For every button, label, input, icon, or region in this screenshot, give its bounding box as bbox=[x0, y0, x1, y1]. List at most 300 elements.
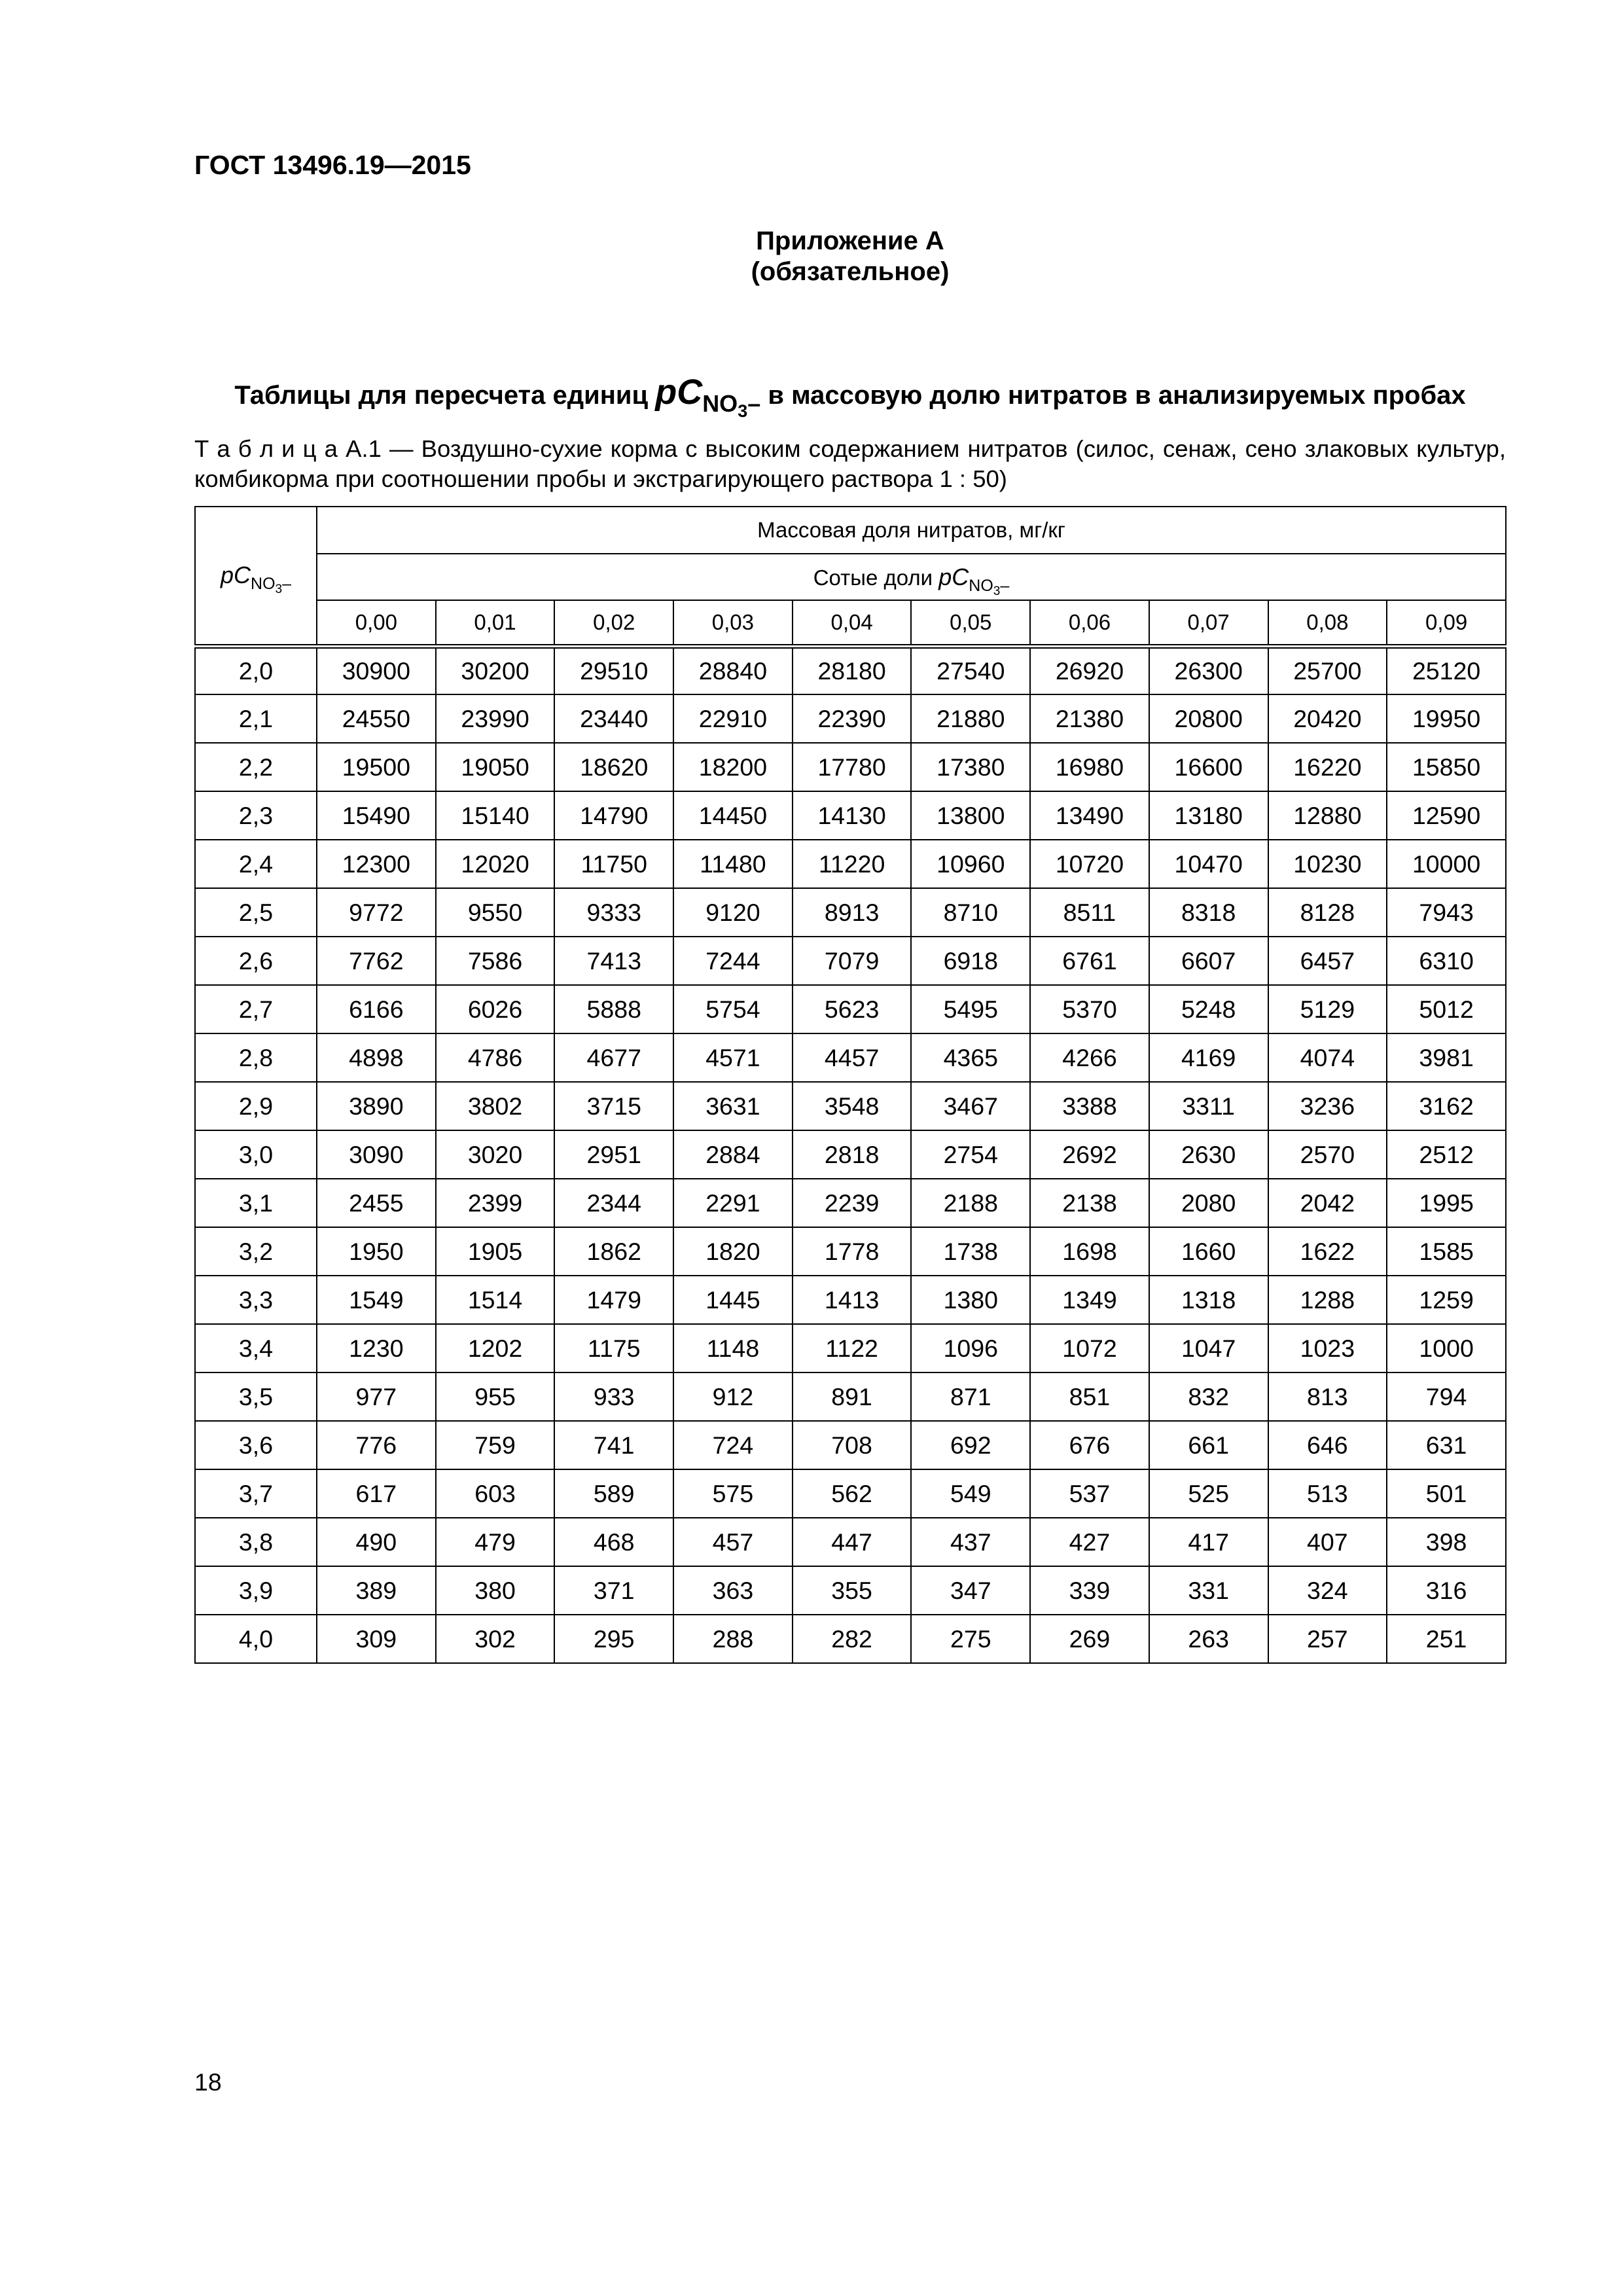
table-row bbox=[195, 1324, 1506, 1372]
pc-letters: pC bbox=[938, 563, 969, 590]
table-cell: 2399 bbox=[436, 1179, 555, 1227]
table-cell: 2080 bbox=[1149, 1179, 1268, 1227]
table-cell: 14450 bbox=[673, 791, 793, 840]
no-letters: NO bbox=[969, 576, 993, 595]
table-cell: 871 bbox=[911, 1372, 1030, 1421]
table-body bbox=[195, 646, 1506, 1663]
table-cell: 501 bbox=[1387, 1469, 1506, 1518]
table-cell: 27540 bbox=[911, 646, 1030, 694]
table-cell: 347 bbox=[911, 1566, 1030, 1615]
table-row bbox=[195, 1421, 1506, 1469]
table-cell: 371 bbox=[554, 1566, 673, 1615]
table-row bbox=[195, 985, 1506, 1033]
table-cell: 7586 bbox=[436, 937, 555, 985]
table-cell: 977 bbox=[317, 1372, 436, 1421]
table-cell: 10470 bbox=[1149, 840, 1268, 888]
table-cell: 933 bbox=[554, 1372, 673, 1421]
pc-letters: pC bbox=[220, 562, 251, 589]
table-cell: 1288 bbox=[1268, 1276, 1387, 1324]
table-cell: 3388 bbox=[1030, 1082, 1149, 1130]
table-cell: 603 bbox=[436, 1469, 555, 1518]
table-cell: 1349 bbox=[1030, 1276, 1149, 1324]
table-cell: 282 bbox=[793, 1615, 912, 1663]
table-cell: 1738 bbox=[911, 1227, 1030, 1276]
table-caption-text: — Воздушно-сухие корма с высоким содержанием нитратов (силос, сенаж, сено злаковых культур, комбикорма при соотношении пробы и экстрагирующего раствора 1 : 50) bbox=[194, 435, 1506, 492]
row-label: 2,7 bbox=[195, 985, 317, 1033]
table-cell: 16220 bbox=[1268, 743, 1387, 791]
table-cell: 339 bbox=[1030, 1566, 1149, 1615]
table-cell: 407 bbox=[1268, 1518, 1387, 1566]
table-cell: 2138 bbox=[1030, 1179, 1149, 1227]
table-cell: 4266 bbox=[1030, 1033, 1149, 1082]
subscript-index: 3 bbox=[738, 401, 748, 421]
appendix-heading bbox=[194, 226, 1506, 287]
table-cell: 251 bbox=[1387, 1615, 1506, 1663]
table-cell: 589 bbox=[554, 1469, 673, 1518]
table-cell: 468 bbox=[554, 1518, 673, 1566]
table-cell: 7244 bbox=[673, 937, 793, 985]
row-label: 3,3 bbox=[195, 1276, 317, 1324]
table-cell: 2291 bbox=[673, 1179, 793, 1227]
column-header: 0,00 bbox=[317, 600, 436, 646]
table-cell: 16600 bbox=[1149, 743, 1268, 791]
header-row-hundredths bbox=[195, 554, 1506, 600]
column-header: 0,05 bbox=[911, 600, 1030, 646]
table-cell: 1905 bbox=[436, 1227, 555, 1276]
table-cell: 575 bbox=[673, 1469, 793, 1518]
table-cell: 10960 bbox=[911, 840, 1030, 888]
table-cell: 9333 bbox=[554, 888, 673, 937]
table-cell: 1202 bbox=[436, 1324, 555, 1372]
table-cell: 1259 bbox=[1387, 1276, 1506, 1324]
table-cell: 28840 bbox=[673, 646, 793, 694]
table-cell: 5888 bbox=[554, 985, 673, 1033]
row-label: 3,5 bbox=[195, 1372, 317, 1421]
table-cell: 288 bbox=[673, 1615, 793, 1663]
table-cell: 4677 bbox=[554, 1033, 673, 1082]
table-cell: 537 bbox=[1030, 1469, 1149, 1518]
table-cell: 18200 bbox=[673, 743, 793, 791]
table-cell: 490 bbox=[317, 1518, 436, 1566]
table-cell: 631 bbox=[1387, 1421, 1506, 1469]
table-cell: 9120 bbox=[673, 888, 793, 937]
table-cell: 21880 bbox=[911, 694, 1030, 743]
pc-letters: pC bbox=[655, 372, 703, 412]
table-cell: 5012 bbox=[1387, 985, 1506, 1033]
table-cell: 8913 bbox=[793, 888, 912, 937]
table-cell: 1585 bbox=[1387, 1227, 1506, 1276]
table-row bbox=[195, 1566, 1506, 1615]
column-header-row bbox=[195, 600, 1506, 646]
no3-subscript bbox=[251, 575, 291, 597]
table-cell: 3090 bbox=[317, 1130, 436, 1179]
table-cell: 813 bbox=[1268, 1372, 1387, 1421]
table-cell: 7943 bbox=[1387, 888, 1506, 937]
table-cell: 2754 bbox=[911, 1130, 1030, 1179]
row-label: 2,5 bbox=[195, 888, 317, 937]
pc-no3-symbol bbox=[938, 563, 1010, 598]
table-cell: 4169 bbox=[1149, 1033, 1268, 1082]
table-cell: 3020 bbox=[436, 1130, 555, 1179]
table-cell: 661 bbox=[1149, 1421, 1268, 1469]
table-cell: 794 bbox=[1387, 1372, 1506, 1421]
table-cell: 257 bbox=[1268, 1615, 1387, 1663]
table-cell: 2188 bbox=[911, 1179, 1030, 1227]
no-letters: NO bbox=[702, 390, 738, 417]
table-cell: 2344 bbox=[554, 1179, 673, 1227]
table-row bbox=[195, 791, 1506, 840]
table-cell: 6761 bbox=[1030, 937, 1149, 985]
table-cell: 437 bbox=[911, 1518, 1030, 1566]
table-cell: 759 bbox=[436, 1421, 555, 1469]
hundredths-label: Сотые доли bbox=[813, 565, 933, 590]
table-row bbox=[195, 1179, 1506, 1227]
table-cell: 12880 bbox=[1268, 791, 1387, 840]
column-header: 0,08 bbox=[1268, 600, 1387, 646]
table-cell: 1023 bbox=[1268, 1324, 1387, 1372]
table-cell: 1000 bbox=[1387, 1324, 1506, 1372]
no3-subscript bbox=[702, 390, 761, 421]
table-cell: 12590 bbox=[1387, 791, 1506, 840]
table-cell: 2042 bbox=[1268, 1179, 1387, 1227]
table-cell: 25700 bbox=[1268, 646, 1387, 694]
row-label: 3,1 bbox=[195, 1179, 317, 1227]
table-cell: 302 bbox=[436, 1615, 555, 1663]
pc-no3-symbol bbox=[220, 562, 291, 597]
table-cell: 8710 bbox=[911, 888, 1030, 937]
table-cell: 525 bbox=[1149, 1469, 1268, 1518]
table-cell: 1862 bbox=[554, 1227, 673, 1276]
table-cell: 4074 bbox=[1268, 1033, 1387, 1082]
table-cell: 3890 bbox=[317, 1082, 436, 1130]
table-cell: 1514 bbox=[436, 1276, 555, 1324]
table-cell: 11480 bbox=[673, 840, 793, 888]
table-row bbox=[195, 743, 1506, 791]
table-cell: 1380 bbox=[911, 1276, 1030, 1324]
table-cell: 851 bbox=[1030, 1372, 1149, 1421]
subscript-index: 3 bbox=[993, 584, 1001, 598]
row-label: 3,0 bbox=[195, 1130, 317, 1179]
table-cell: 15490 bbox=[317, 791, 436, 840]
table-cell: 776 bbox=[317, 1421, 436, 1469]
table-cell: 21380 bbox=[1030, 694, 1149, 743]
table-cell: 398 bbox=[1387, 1518, 1506, 1566]
table-cell: 6026 bbox=[436, 985, 555, 1033]
table-cell: 1479 bbox=[554, 1276, 673, 1324]
column-header: 0,03 bbox=[673, 600, 793, 646]
row-label: 4,0 bbox=[195, 1615, 317, 1663]
table-cell: 2818 bbox=[793, 1130, 912, 1179]
table-cell: 1230 bbox=[317, 1324, 436, 1372]
row-label: 2,6 bbox=[195, 937, 317, 985]
table-cell: 562 bbox=[793, 1469, 912, 1518]
table-cell: 2692 bbox=[1030, 1130, 1149, 1179]
table-cell: 1413 bbox=[793, 1276, 912, 1324]
table-cell: 6310 bbox=[1387, 937, 1506, 985]
table-cell: 28180 bbox=[793, 646, 912, 694]
table-cell: 1660 bbox=[1149, 1227, 1268, 1276]
table-cell: 6457 bbox=[1268, 937, 1387, 985]
table-row bbox=[195, 1518, 1506, 1566]
appendix-status: (обязательное) bbox=[751, 257, 950, 286]
ion-charge: – bbox=[1000, 576, 1010, 595]
table-cell: 20420 bbox=[1268, 694, 1387, 743]
row-header-cell bbox=[195, 507, 317, 646]
table-cell: 380 bbox=[436, 1566, 555, 1615]
column-header: 0,07 bbox=[1149, 600, 1268, 646]
section-title-end: в массовую долю нитратов в анализируемых пробах bbox=[768, 381, 1466, 410]
table-cell: 5129 bbox=[1268, 985, 1387, 1033]
table-header bbox=[195, 507, 1506, 646]
table-cell: 309 bbox=[317, 1615, 436, 1663]
table-cell: 912 bbox=[673, 1372, 793, 1421]
table-cell: 1698 bbox=[1030, 1227, 1149, 1276]
table-cell: 24550 bbox=[317, 694, 436, 743]
table-cell: 617 bbox=[317, 1469, 436, 1518]
table-cell: 269 bbox=[1030, 1615, 1149, 1663]
table-row bbox=[195, 1276, 1506, 1324]
table-cell: 1122 bbox=[793, 1324, 912, 1372]
table-cell: 8318 bbox=[1149, 888, 1268, 937]
table-cell: 17380 bbox=[911, 743, 1030, 791]
table-cell: 3311 bbox=[1149, 1082, 1268, 1130]
table-cell: 9772 bbox=[317, 888, 436, 937]
table-cell: 2512 bbox=[1387, 1130, 1506, 1179]
table-cell: 1549 bbox=[317, 1276, 436, 1324]
table-cell: 1148 bbox=[673, 1324, 793, 1372]
table-cell: 3548 bbox=[793, 1082, 912, 1130]
row-label: 3,7 bbox=[195, 1469, 317, 1518]
table-cell: 2455 bbox=[317, 1179, 436, 1227]
table-row bbox=[195, 937, 1506, 985]
table-cell: 7413 bbox=[554, 937, 673, 985]
table-cell: 331 bbox=[1149, 1566, 1268, 1615]
header-row-group bbox=[195, 507, 1506, 554]
pc-no3-symbol bbox=[655, 372, 761, 421]
table-cell: 427 bbox=[1030, 1518, 1149, 1566]
table-cell: 295 bbox=[554, 1615, 673, 1663]
table-cell: 741 bbox=[554, 1421, 673, 1469]
table-cell: 7079 bbox=[793, 937, 912, 985]
table-cell: 25120 bbox=[1387, 646, 1506, 694]
row-label: 2,4 bbox=[195, 840, 317, 888]
table-row bbox=[195, 1615, 1506, 1663]
table-caption bbox=[194, 434, 1506, 494]
table-cell: 6607 bbox=[1149, 937, 1268, 985]
table-cell: 1175 bbox=[554, 1324, 673, 1372]
table-cell: 6166 bbox=[317, 985, 436, 1033]
table-cell: 955 bbox=[436, 1372, 555, 1421]
table-cell: 19950 bbox=[1387, 694, 1506, 743]
row-label: 3,4 bbox=[195, 1324, 317, 1372]
column-header: 0,09 bbox=[1387, 600, 1506, 646]
table-cell: 22390 bbox=[793, 694, 912, 743]
table-cell: 4457 bbox=[793, 1033, 912, 1082]
table-cell: 4571 bbox=[673, 1033, 793, 1082]
table-cell: 11750 bbox=[554, 840, 673, 888]
table-cell: 447 bbox=[793, 1518, 912, 1566]
table-cell: 1072 bbox=[1030, 1324, 1149, 1372]
page-number: 18 bbox=[194, 2068, 222, 2096]
table-cell: 10000 bbox=[1387, 840, 1506, 888]
ion-charge: – bbox=[747, 390, 761, 417]
row-label: 3,8 bbox=[195, 1518, 317, 1566]
table-cell: 708 bbox=[793, 1421, 912, 1469]
table-cell: 5495 bbox=[911, 985, 1030, 1033]
hundredths-header bbox=[317, 554, 1506, 600]
table-cell: 12020 bbox=[436, 840, 555, 888]
row-label: 2,2 bbox=[195, 743, 317, 791]
table-cell: 10230 bbox=[1268, 840, 1387, 888]
table-row bbox=[195, 1033, 1506, 1082]
table-cell: 3467 bbox=[911, 1082, 1030, 1130]
table-cell: 355 bbox=[793, 1566, 912, 1615]
table-cell: 1950 bbox=[317, 1227, 436, 1276]
table-cell: 1622 bbox=[1268, 1227, 1387, 1276]
table-cell: 17780 bbox=[793, 743, 912, 791]
table-cell: 263 bbox=[1149, 1615, 1268, 1663]
table-caption-label: Т а б л и ц а bbox=[194, 435, 338, 462]
column-group-header: Массовая доля нитратов, мг/кг bbox=[317, 507, 1506, 554]
table-row bbox=[195, 1469, 1506, 1518]
table-cell: 6918 bbox=[911, 937, 1030, 985]
table-cell: 18620 bbox=[554, 743, 673, 791]
table-row bbox=[195, 1227, 1506, 1276]
row-label: 2,1 bbox=[195, 694, 317, 743]
table-cell: 3802 bbox=[436, 1082, 555, 1130]
table-cell: 1778 bbox=[793, 1227, 912, 1276]
table-cell: 2630 bbox=[1149, 1130, 1268, 1179]
table-cell: 1318 bbox=[1149, 1276, 1268, 1324]
table-cell: 8128 bbox=[1268, 888, 1387, 937]
column-header: 0,02 bbox=[554, 600, 673, 646]
no3-subscript bbox=[969, 576, 1010, 598]
table-cell: 316 bbox=[1387, 1566, 1506, 1615]
column-header: 0,04 bbox=[793, 600, 912, 646]
table-cell: 1995 bbox=[1387, 1179, 1506, 1227]
table-cell: 2951 bbox=[554, 1130, 673, 1179]
table-cell: 324 bbox=[1268, 1566, 1387, 1615]
table-row bbox=[195, 888, 1506, 937]
table-cell: 19050 bbox=[436, 743, 555, 791]
table-cell: 9550 bbox=[436, 888, 555, 937]
table-cell: 14130 bbox=[793, 791, 912, 840]
row-label: 3,2 bbox=[195, 1227, 317, 1276]
table-cell: 4786 bbox=[436, 1033, 555, 1082]
table-cell: 5754 bbox=[673, 985, 793, 1033]
table-row bbox=[195, 694, 1506, 743]
table-cell: 676 bbox=[1030, 1421, 1149, 1469]
table-cell: 26920 bbox=[1030, 646, 1149, 694]
column-header: 0,06 bbox=[1030, 600, 1149, 646]
conversion-table bbox=[194, 506, 1507, 1664]
row-label: 3,6 bbox=[195, 1421, 317, 1469]
table-cell: 29510 bbox=[554, 646, 673, 694]
table-cell: 23990 bbox=[436, 694, 555, 743]
table-row bbox=[195, 1082, 1506, 1130]
table-cell: 1047 bbox=[1149, 1324, 1268, 1372]
section-title-start: Таблицы для пересчета единиц bbox=[234, 381, 649, 410]
table-cell: 7762 bbox=[317, 937, 436, 985]
table-cell: 3162 bbox=[1387, 1082, 1506, 1130]
no-letters: NO bbox=[251, 575, 276, 594]
table-cell: 8511 bbox=[1030, 888, 1149, 937]
table-cell: 724 bbox=[673, 1421, 793, 1469]
table-cell: 692 bbox=[911, 1421, 1030, 1469]
table-cell: 12300 bbox=[317, 840, 436, 888]
table-cell: 3631 bbox=[673, 1082, 793, 1130]
section-title bbox=[194, 372, 1506, 421]
table-cell: 389 bbox=[317, 1566, 436, 1615]
table-cell: 15850 bbox=[1387, 743, 1506, 791]
table-cell: 20800 bbox=[1149, 694, 1268, 743]
table-cell: 19500 bbox=[317, 743, 436, 791]
table-cell: 13800 bbox=[911, 791, 1030, 840]
column-header: 0,01 bbox=[436, 600, 555, 646]
table-cell: 1445 bbox=[673, 1276, 793, 1324]
table-cell: 16980 bbox=[1030, 743, 1149, 791]
table-cell: 11220 bbox=[793, 840, 912, 888]
table-cell: 4365 bbox=[911, 1033, 1030, 1082]
table-cell: 23440 bbox=[554, 694, 673, 743]
table-row bbox=[195, 1130, 1506, 1179]
table-cell: 513 bbox=[1268, 1469, 1387, 1518]
table-cell: 832 bbox=[1149, 1372, 1268, 1421]
table-cell: 13180 bbox=[1149, 791, 1268, 840]
table-cell: 5370 bbox=[1030, 985, 1149, 1033]
table-cell: 10720 bbox=[1030, 840, 1149, 888]
table-cell: 5248 bbox=[1149, 985, 1268, 1033]
table-cell: 479 bbox=[436, 1518, 555, 1566]
table-cell: 13490 bbox=[1030, 791, 1149, 840]
table-cell: 363 bbox=[673, 1566, 793, 1615]
row-label: 2,9 bbox=[195, 1082, 317, 1130]
table-row bbox=[195, 840, 1506, 888]
table-cell: 15140 bbox=[436, 791, 555, 840]
row-label: 2,0 bbox=[195, 646, 317, 694]
table-cell: 14790 bbox=[554, 791, 673, 840]
table-cell: 4898 bbox=[317, 1033, 436, 1082]
table-number: А.1 bbox=[346, 435, 382, 462]
table-cell: 1820 bbox=[673, 1227, 793, 1276]
table-cell: 3715 bbox=[554, 1082, 673, 1130]
table-cell: 549 bbox=[911, 1469, 1030, 1518]
table-row bbox=[195, 646, 1506, 694]
table-cell: 3236 bbox=[1268, 1082, 1387, 1130]
table-cell: 30900 bbox=[317, 646, 436, 694]
table-cell: 5623 bbox=[793, 985, 912, 1033]
table-cell: 891 bbox=[793, 1372, 912, 1421]
document-code: ГОСТ 13496.19—2015 bbox=[194, 150, 471, 180]
row-label: 2,8 bbox=[195, 1033, 317, 1082]
table-cell: 275 bbox=[911, 1615, 1030, 1663]
table-cell: 2239 bbox=[793, 1179, 912, 1227]
table-cell: 417 bbox=[1149, 1518, 1268, 1566]
table-cell: 2884 bbox=[673, 1130, 793, 1179]
table-cell: 1096 bbox=[911, 1324, 1030, 1372]
row-label: 2,3 bbox=[195, 791, 317, 840]
table-cell: 457 bbox=[673, 1518, 793, 1566]
ion-charge: – bbox=[282, 575, 291, 594]
table-cell: 3981 bbox=[1387, 1033, 1506, 1082]
row-label: 3,9 bbox=[195, 1566, 317, 1615]
table-row bbox=[195, 1372, 1506, 1421]
subscript-index: 3 bbox=[275, 583, 283, 597]
table-cell: 2570 bbox=[1268, 1130, 1387, 1179]
table-cell: 22910 bbox=[673, 694, 793, 743]
table-cell: 646 bbox=[1268, 1421, 1387, 1469]
appendix-title: Приложение А bbox=[756, 226, 944, 255]
